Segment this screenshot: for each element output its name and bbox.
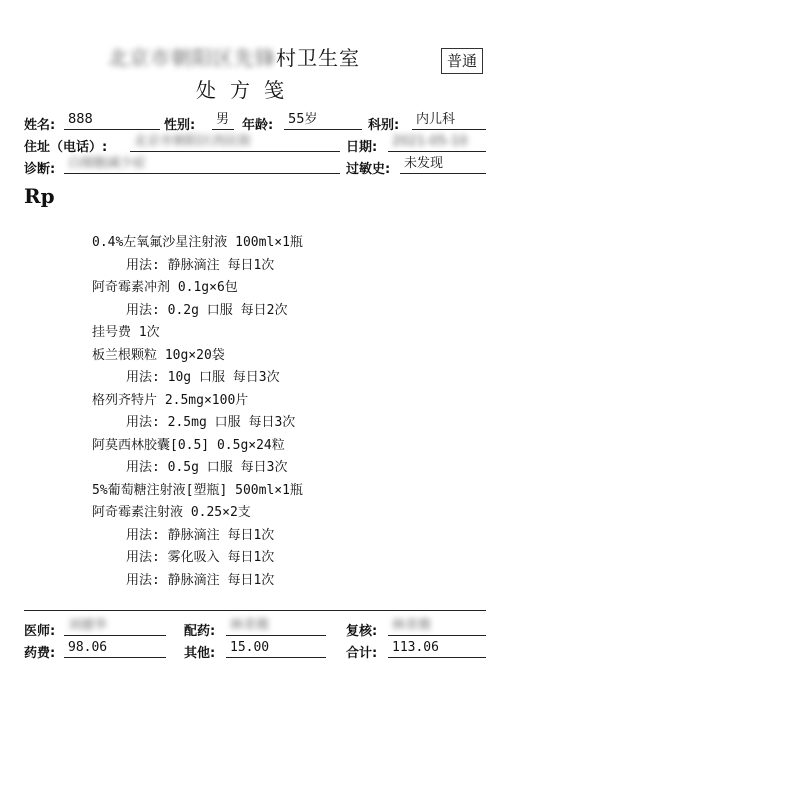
dept-value: 内儿科 xyxy=(412,112,486,130)
rp-symbol: Rp xyxy=(24,184,55,208)
dispense-value xyxy=(226,618,326,636)
prescription-subtitle: 处方笺 xyxy=(196,78,298,102)
other-fee-label: 其他: xyxy=(184,646,216,661)
prescription-usage-line: 用法: 10g 口服 每日3次 xyxy=(126,370,280,385)
clinic-title-redacted: 北京市朝阳区先锋 xyxy=(108,46,276,70)
name-value: 888 xyxy=(64,112,160,130)
prescription-usage-line: 用法: 0.2g 口服 每日2次 xyxy=(126,303,288,318)
prescription-usage-line: 用法: 雾化吸入 每日1次 xyxy=(126,550,275,565)
prescription-type-badge: 普通 xyxy=(441,48,483,74)
address-value xyxy=(130,134,340,152)
dept-label: 科别: xyxy=(368,118,400,133)
prescription-drug-line: 阿奇霉素注射液 0.25×2支 xyxy=(92,505,251,520)
prescription-usage-line: 用法: 静脉滴注 每日1次 xyxy=(126,573,275,588)
doctor-signature: 刘德华 xyxy=(68,618,108,633)
prescription-drug-line: 阿莫西林胶囊[0.5] 0.5g×24粒 xyxy=(92,438,285,453)
prescription-usage-line: 用法: 2.5mg 口服 每日3次 xyxy=(126,415,296,430)
diagnosis-text: 白细胞减少症 xyxy=(68,156,147,171)
review-signature: 林青微 xyxy=(392,618,432,633)
prescription-usage-line: 用法: 静脉滴注 每日1次 xyxy=(126,528,275,543)
clinic-title xyxy=(108,42,360,71)
prescription-usage-line: 用法: 0.5g 口服 每日3次 xyxy=(126,460,288,475)
sex-value: 男 xyxy=(212,112,234,130)
prescription-drug-line: 阿奇霉素冲剂 0.1g×6包 xyxy=(92,280,238,295)
prescription-drug-line: 挂号费 1次 xyxy=(92,325,160,340)
prescription-usage-line: 用法: 静脉滴注 每日1次 xyxy=(126,258,275,273)
prescription-drug-line: 5%葡萄糖注射液[塑瓶] 500ml×1瓶 xyxy=(92,483,303,498)
date-label: 日期: xyxy=(346,140,378,155)
address-label: 住址（电话）: xyxy=(24,140,108,155)
dispense-label: 配药: xyxy=(184,624,216,639)
drug-fee-label: 药费: xyxy=(24,646,56,661)
review-label: 复核: xyxy=(346,624,378,639)
total-label: 合计: xyxy=(346,646,378,661)
age-label: 年龄: xyxy=(242,118,274,133)
other-fee-value: 15.00 xyxy=(226,640,326,658)
footer-divider xyxy=(24,610,486,611)
diagnosis-label: 诊断: xyxy=(24,162,56,177)
doctor-label: 医师: xyxy=(24,624,56,639)
review-value xyxy=(388,618,486,636)
drug-fee-value: 98.06 xyxy=(64,640,166,658)
age-value: 55岁 xyxy=(284,112,362,130)
name-label: 姓名: xyxy=(24,118,56,133)
date-value xyxy=(388,134,486,152)
diagnosis-value xyxy=(64,156,340,174)
doctor-value xyxy=(64,618,166,636)
clinic-title-text: 村卫生室 xyxy=(276,46,360,70)
total-value: 113.06 xyxy=(388,640,486,658)
address-text: 北京市朝阳区西民街 xyxy=(134,134,252,149)
prescription-drug-line: 板兰根颗粒 10g×20袋 xyxy=(92,348,225,363)
prescription-drug-line: 0.4%左氧氟沙星注射液 100ml×1瓶 xyxy=(92,235,303,250)
prescription-drug-line: 格列齐特片 2.5mg×100片 xyxy=(92,393,249,408)
sex-label: 性别: xyxy=(164,118,196,133)
date-text: 2021-05-10 xyxy=(392,134,468,149)
allergy-value: 未发现 xyxy=(400,156,486,174)
dispense-signature: 林青微 xyxy=(230,618,270,633)
allergy-label: 过敏史: xyxy=(346,162,391,177)
